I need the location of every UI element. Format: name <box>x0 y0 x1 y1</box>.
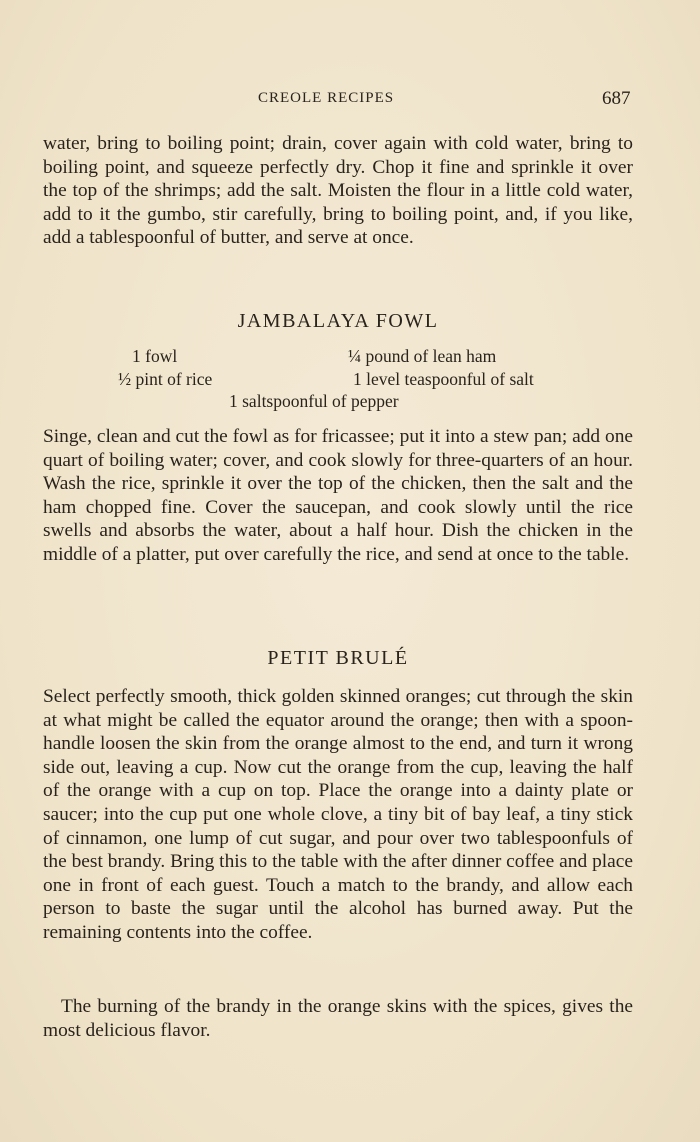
intro-paragraph: water, bring to boiling point; drain, cover again with cold water, bring to boiling point, and squeeze perfectly dry. Chop it fine and sprinkle it over the top of the shrimps; add the salt. Moisten the flour in a little cold water, add to it the gumbo, stir carefully, bring to boiling point, and, if you like, add a tablespoonful of butter, and serve at once. <box>43 133 633 249</box>
ingredient-item: 1 saltspoonful of pepper <box>229 391 399 411</box>
page-header <box>0 88 700 112</box>
petit-brule-method: Select perfectly smooth, thick golden skinned oranges; cut through the skin at what might be called the equator around the orange; then with a spoon-handle loosen the skin from the orange almost to the end, and turn it wrong side out, leaving a cup. Now cut the orange from the cup, leaving the half of the orange with a cup on top. Place the orange into a dainty plate or saucer; into the cup put one whole clove, a tiny bit of bay leaf, a tiny stick of cinnamon, one lump of cut sugar, and pour over two tablespoonfuls of the best brandy. Bring this to the table with the after dinner coffee and place one in front of each guest. Touch a match to the brandy, and allow each person to baste the sugar until the alcohol has burned away. Put the remaining contents into the coffee. <box>43 686 633 943</box>
closing-paragraph: The burning of the brandy in the orange skins with the spices, gives the most delicious flavor. <box>43 996 633 1041</box>
recipe-title-petit-brule: PETIT BRULÉ <box>267 647 409 669</box>
ingredient-item: 1 fowl <box>132 346 178 366</box>
page-number: 687 <box>602 88 631 109</box>
ingredient-item: ½ pint of rice <box>118 369 213 389</box>
ingredient-item: ¼ pound of lean ham <box>348 346 497 366</box>
running-head: CREOLE RECIPES <box>258 90 395 106</box>
ingredient-item: 1 level teaspoonful of salt <box>353 369 534 389</box>
jambalaya-method: Singe, clean and cut the fowl as for fricassee; put it into a stew pan; add one quart of boiling water; cover, and cook slowly for three-quarters of an hour. Wash the rice, sprinkle it over the top of the chicken, then the salt and the ham chopped fine. Cover the saucepan, and cook slowly until the rice swells and absorbs the water, about a half hour. Dish the chicken in the middle of a platter, put over carefully the rice, and send at once to the table. <box>43 426 633 565</box>
recipe-title-jambalaya: JAMBALAYA FOWL <box>237 310 439 332</box>
